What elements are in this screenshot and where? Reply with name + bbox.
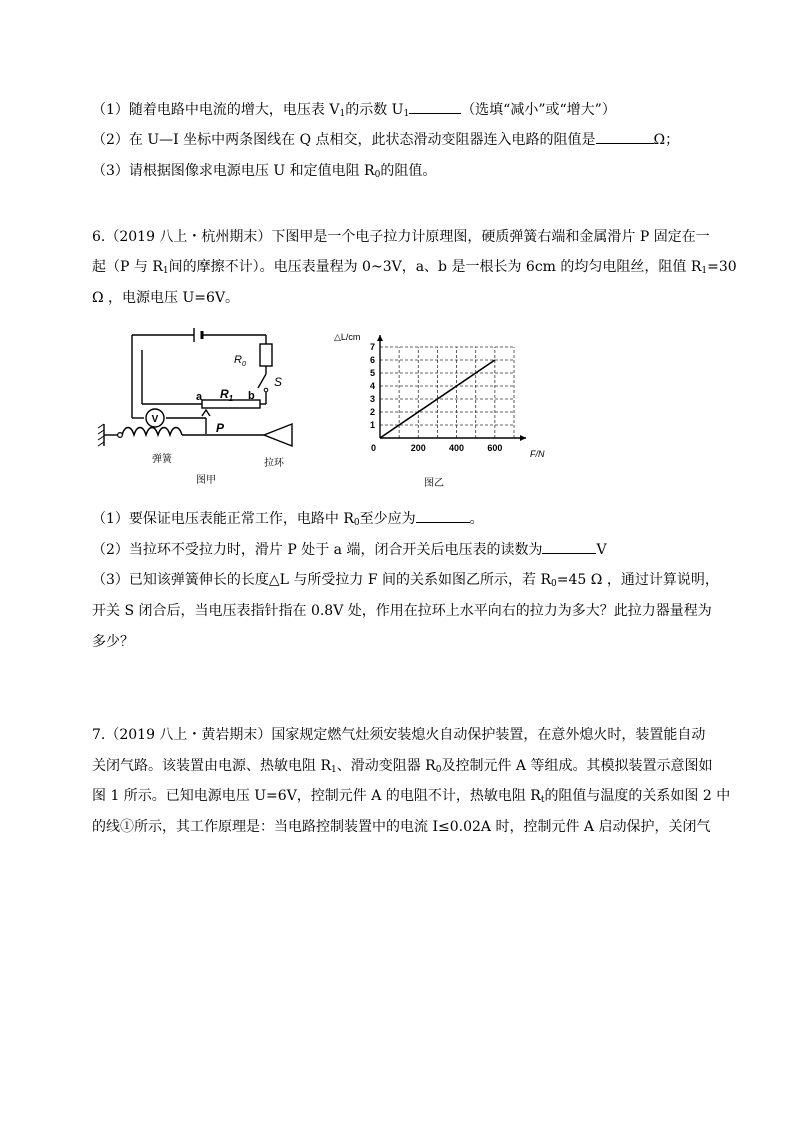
answer-blank-q6-1[interactable]	[416, 508, 470, 523]
answer-blank-q5-2[interactable]	[596, 129, 654, 144]
q6-part3-line3: 多少？	[92, 634, 134, 650]
chart-xlabel: F/N	[530, 449, 545, 459]
ring-label: 拉环	[264, 458, 284, 469]
y-tick-label: 3	[369, 394, 375, 404]
y-tick-label: 5	[369, 368, 375, 378]
q7-stem-line1: 7.（2019 八上・黄岩期末）国家规定燃气灶须安装熄火自动保护装置，在意外熄火时，装置能自动	[92, 727, 706, 743]
y-tick-label: 4	[369, 381, 375, 391]
q6-stem-line2: 起（P 与 $R_1$间的摩擦不计）。电压表量程为 0~3V，a、b 是一根长为 6cm 的均匀电阻丝，阻值 $R_1=30$	[92, 259, 737, 276]
figure-b-caption: 图乙	[424, 478, 444, 489]
answer-blank-q6-2[interactable]	[542, 539, 596, 554]
q6-stem-line3: Ω ，电源电压 U=6V。	[92, 290, 240, 306]
q7-stem-line4: 的线①所示，其工作原理是：当电路控制装置中的电流 I≤0.02A 时，控制元件 A 启动保护，关闭气	[92, 819, 711, 835]
terminal-b-label: b	[248, 390, 255, 402]
q6-part1: （1）要保证电压表能正常工作，电路中 $R_0$至少应为 。	[92, 508, 484, 529]
q7-stem-line2: 关闭气路。该装置由电源、热敏电阻 $R_1$、滑动变阻器 $R_0$及控制元件 A 等组成。其模拟装置示意图如	[92, 758, 713, 775]
x-tick-label: 400	[449, 443, 465, 453]
force-extension-chart	[324, 326, 554, 492]
terminal-a-label: a	[196, 391, 203, 403]
slider-p-label: P	[216, 421, 225, 435]
y-tick-label: 2	[369, 407, 375, 417]
y-tick-label: 7	[369, 342, 375, 352]
x-axis-arrow	[520, 435, 526, 441]
circuit-diagram	[96, 320, 318, 490]
x-tick-label: 200	[410, 443, 426, 453]
figure-a-caption: 图甲	[196, 475, 216, 486]
q7-stem-line3: 图 1 所示。已知电源电压 U=6V，控制元件 A 的电阻不计，热敏电阻 $R_t$的阻值与温度的关系如图 2 中	[92, 788, 731, 805]
q5-part3: （3）请根据图像求电源电压 U 和定值电阻 $R_0$的阻值。	[92, 163, 437, 180]
switch-label: S	[274, 375, 283, 389]
chart-ylabel: △L/cm	[334, 332, 361, 342]
y-tick-label: 6	[369, 355, 375, 365]
q5-part1: （1）随着电路中电流的增大，电压表 $V_1$的示数 $U_1$ （选填“减小”或“增大”）	[92, 99, 616, 120]
chart-origin-label: 0	[371, 443, 377, 453]
x-tick-label: 600	[487, 443, 503, 453]
y-axis-arrow	[377, 335, 383, 341]
r0-label: $R_0$	[234, 354, 246, 368]
q6-part2: （2）当拉环不受拉力时，滑片 P 处于 a 端，闭合开关后电压表的读数为 V	[92, 539, 607, 560]
spring-label: 弹簧	[152, 454, 172, 465]
y-tick-label: 1	[369, 420, 375, 430]
answer-blank-q5-1[interactable]	[409, 99, 461, 114]
voltmeter-label: V	[151, 414, 159, 425]
q6-stem-line1: 6.（2019 八上・杭州期末）下图甲是一个电子拉力计原理图，硬质弹簧右端和金属滑片 P 固定在一	[92, 229, 710, 245]
q5-part2: （2）在 U—I 坐标中两条图线在 Q 点相交，此状态滑动变阻器连入电路的阻值是 Ω；	[92, 129, 679, 150]
r1-label: $R_1$	[220, 387, 234, 403]
q6-part3-line1: （3）已知该弹簧伸长的长度△L 与所受拉力 F 间的关系如图乙所示，若 $R_0=45$ Ω ，通过计算说明，	[92, 572, 719, 589]
q6-part3-line2: 开关 S 闭合后，当电压表指针指在 0.8V 处，作用在拉环上水平向右的拉力为多大？此拉力器量程为	[92, 603, 712, 619]
chart-tick-labels	[370, 342, 502, 453]
